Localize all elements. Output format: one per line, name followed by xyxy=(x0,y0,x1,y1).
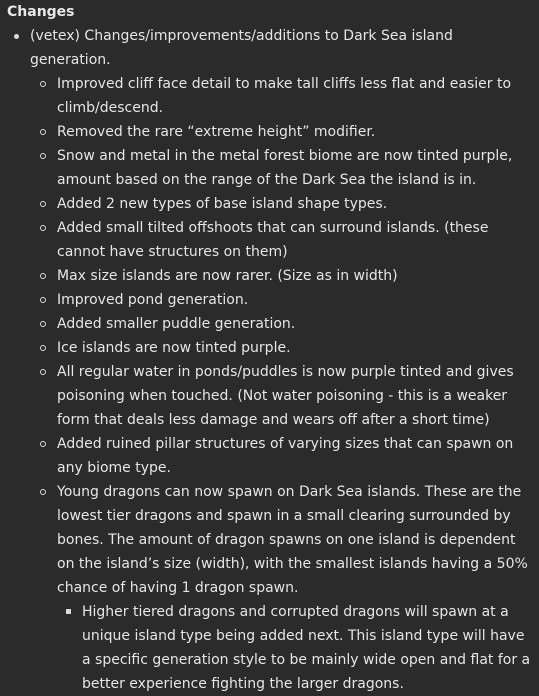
list-item-text: Young dragons can now spawn on Dark Sea islands. These are the lowest tier dragons and spawn in a small clearing surrounded by bones. The amount of dragon spawns on one island is dependent on the island’s size (width), with the smallest islands having a 50% chance of having 1 dragon spawn. xyxy=(57,484,528,596)
changes-list xyxy=(8,24,533,696)
list-item-text: All regular water in ponds/puddles is now purple tinted and gives poisoning when touched. (Not water poisoning - this is a weaker form that deals less damage and wears off after a short time) xyxy=(57,364,514,428)
list-item-text: Added ruined pillar structures of varying sizes that can spawn on any biome type. xyxy=(57,436,514,476)
list-item xyxy=(32,120,533,144)
bullet-circle-icon xyxy=(40,153,46,159)
list-item xyxy=(32,336,533,360)
list-item xyxy=(32,312,533,336)
bullet-circle-icon xyxy=(40,273,46,279)
list-item-text: Improved pond generation. xyxy=(57,292,249,308)
list-item xyxy=(32,192,533,216)
list-item-text: Improved cliff face detail to make tall cliffs less flat and easier to climb/descend. xyxy=(57,76,512,116)
list-item xyxy=(32,432,533,480)
bullet-circle-icon xyxy=(40,321,46,327)
bullet-circle-icon xyxy=(40,489,46,495)
list-item-text: (vetex) Changes/improvements/additions to Dark Sea island generation. xyxy=(30,28,453,68)
list-item-text: Max size islands are now rarer. (Size as in width) xyxy=(57,268,398,284)
list-item-text: Ice islands are now tinted purple. xyxy=(57,340,291,356)
list-item-text: Added 2 new types of base island shape types. xyxy=(57,196,388,212)
list-item xyxy=(32,264,533,288)
list-item xyxy=(32,360,533,432)
list-item-text: Higher tiered dragons and corrupted dragons will spawn at a unique island type being added next. This island type will have a specific generation style to be mainly wide open and flat for a better experience fighting the larger dragons. xyxy=(82,604,531,692)
list-item-text: Added smaller puddle generation. xyxy=(57,316,296,332)
bullet-circle-icon xyxy=(40,297,46,303)
list-item-text: Snow and metal in the metal forest biome are now tinted purple, amount based on the range of the Dark Sea the island is in. xyxy=(57,148,513,188)
bullet-circle-icon xyxy=(40,201,46,207)
list-item-text: Added small tilted offshoots that can surround islands. (these cannot have structures on them) xyxy=(57,220,489,260)
list-item-text: Removed the rare “extreme height” modifier. xyxy=(57,124,376,140)
bullet-square-icon xyxy=(66,609,71,614)
bullet-circle-icon xyxy=(40,225,46,231)
list-item xyxy=(32,144,533,192)
list-item-nested xyxy=(57,600,533,696)
list-item xyxy=(32,288,533,312)
bullet-circle-icon xyxy=(40,369,46,375)
section-heading: Changes xyxy=(7,4,75,20)
bullet-circle-icon xyxy=(40,129,46,135)
bullet-circle-icon xyxy=(40,345,46,351)
bullet-disc-icon xyxy=(14,34,19,39)
bullet-circle-icon xyxy=(40,441,46,447)
nested-sub-list xyxy=(57,600,533,696)
list-item-top xyxy=(8,24,533,696)
sub-list xyxy=(30,72,533,696)
list-item xyxy=(32,480,533,696)
list-item xyxy=(32,72,533,120)
list-item xyxy=(32,216,533,264)
bullet-circle-icon xyxy=(40,81,46,87)
